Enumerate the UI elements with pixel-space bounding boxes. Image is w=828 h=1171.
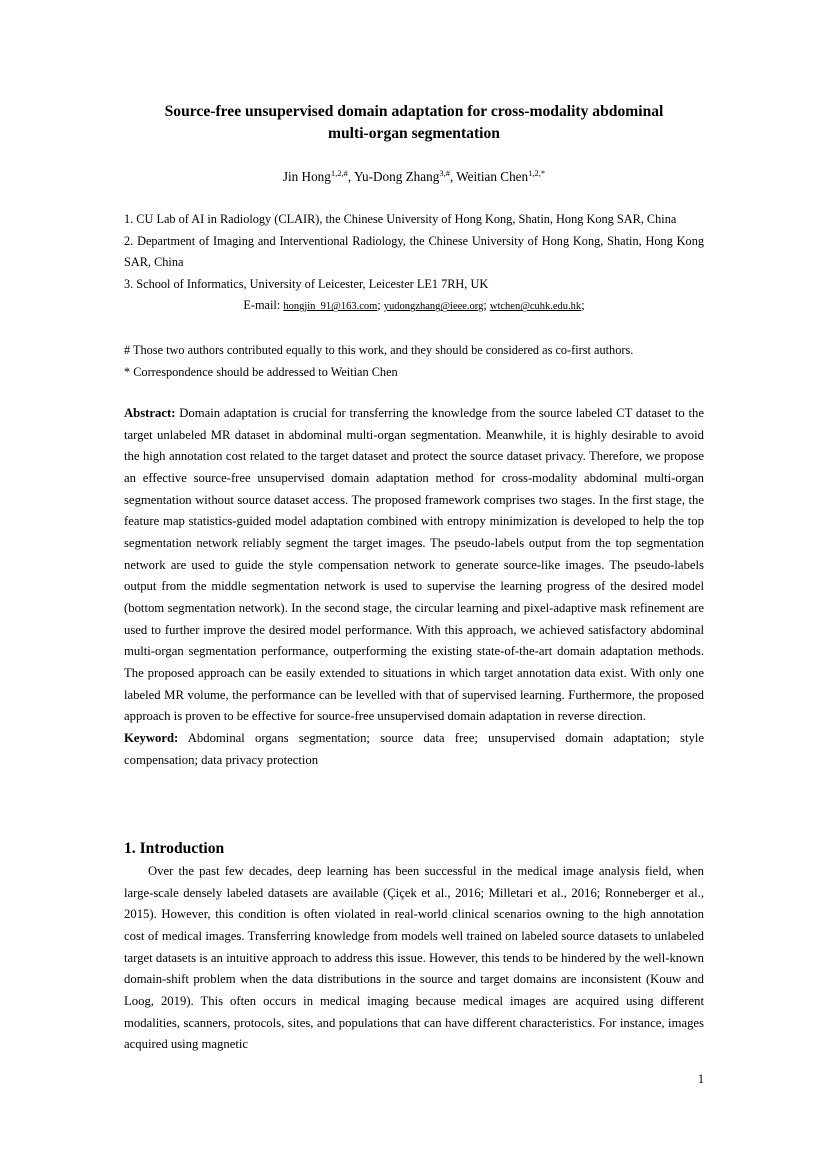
- author-separator: ,: [449, 169, 457, 184]
- affiliation-1: 1. CU Lab of AI in Radiology (CLAIR), the Chinese University of Hong Kong, Shatin, Hong Kong SAR, China: [124, 212, 677, 226]
- abstract-paragraph: [124, 403, 704, 728]
- email-separator: ;: [377, 298, 384, 313]
- author-list: [124, 168, 704, 186]
- email-separator: ;: [483, 298, 490, 313]
- introduction-paragraph: Over the past few decades, deep learning has been successful in the medical image analysis field, when large-scale densely labeled datasets are available (Çiçek et al., 2016; Milletari et al., 2016; Ronneberger et al., 2015). However, this condition is often violated in real-world clinical scenarios owning to the high annotation cost of medical images. Transferring knowledge from models well trained on labeled source datasets to unlabeled target datasets is an intuitive approach to address this issue. However, this tends to be hindered by the well-known domain-shift problem when the data distributions in the source and target domains are inconsistent (Kouw and Loog, 2019). This often occurs in medical imaging because medical images are acquired using different modalities, scanners, protocols, sites, and populations that can have different characteristics. For instance, images acquired using magnetic: [124, 864, 704, 1052]
- abstract-section: [124, 403, 704, 771]
- correspondence-note: * Correspondence should be addressed to Weitian Chen: [124, 364, 398, 379]
- affiliation-3: 3. School of Informatics, University of Leicester, Leicester LE1 7RH, UK: [124, 276, 489, 291]
- introduction-heading: 1. Introduction: [124, 840, 225, 857]
- page-number: 1: [697, 1072, 704, 1086]
- email-link[interactable]: yudongzhang@ieee.org: [383, 301, 484, 313]
- affiliation-2: 2. Department of Imaging and Interventional Radiology, the Chinese University of Hong Kong, Shatin, Hong Kong SAR, China: [124, 233, 704, 270]
- author-name: Yu-Dong Zhang: [353, 169, 440, 184]
- email-label: E-mail:: [243, 298, 284, 313]
- author-separator: ,: [347, 169, 354, 184]
- email-trailing: ;: [581, 298, 585, 313]
- co-first-author-note: # Those two authors contributed equally to this work, and they should be considered as co-first authors.: [124, 343, 634, 357]
- author-affiliation-mark: 3,#: [439, 168, 450, 178]
- author-notes: [124, 340, 704, 383]
- email-line: [124, 295, 704, 318]
- title-line-1: Source-free unsupervised domain adaptation for cross-modality abdominal: [164, 103, 664, 120]
- abstract-label: Abstract:: [124, 406, 176, 420]
- author-name: Weitian Chen: [456, 169, 529, 184]
- author-affiliation-mark: 1,2,#: [330, 168, 348, 178]
- email-link[interactable]: hongjin_91@163.com: [283, 301, 378, 313]
- keyword-label: Keyword:: [124, 730, 179, 745]
- email-link[interactable]: wtchen@cuhk.edu.hk: [489, 301, 582, 313]
- abstract-text: Domain adaptation is crucial for transferring the knowledge from the source labeled CT dataset to the target unlabeled MR dataset in abdominal multi-organ segmentation. Meanwhile, it is highly desirable to avoid the high annotation cost related to the target dataset and protect the source dataset privacy. Therefore, we propose an effective source-free unsupervised domain adaptation method for cross-modality abdominal multi-organ segmentation without source dataset access. The proposed framework comprises two stages. In the first stage, the feature map statistics-guided model adaptation combined with entropy minimization is developed to help the top segmentation network reliably segment the target images. The pseudo-labels output from the top segmentation network are used to guide the style compensation network to generate source-like images. The pseudo-labels output from the middle segmentation network is used to supervise the learning progress of the desired model (bottom segmentation network). In the second stage, the circular learning and pixel-adaptive mask refinement are used to further improve the desired model performance. With this approach, we achieved satisfactory abdominal multi-organ segmentation performance, outperforming the existing state-of-the-art domain adaptation methods. The proposed approach can be easily extended to situations in which target annotation data exist. With only one labeled MR volume, the performance can be levelled with that of supervised learning. Furthermore, the proposed approach is proven to be effective for source-free unsupervised domain adaptation in reverse direction.: [124, 406, 704, 724]
- keyword-paragraph: [124, 728, 704, 771]
- affiliation-list: [124, 209, 704, 318]
- title-line-2: multi-organ segmentation: [328, 125, 500, 142]
- paper-title: [124, 101, 704, 145]
- author-affiliation-mark: 1,2,*: [528, 168, 546, 178]
- keyword-text: Abdominal organs segmentation; source data free; unsupervised domain adaptation; style compensation; data privacy protection: [124, 730, 704, 767]
- author-name: Jin Hong: [282, 169, 331, 184]
